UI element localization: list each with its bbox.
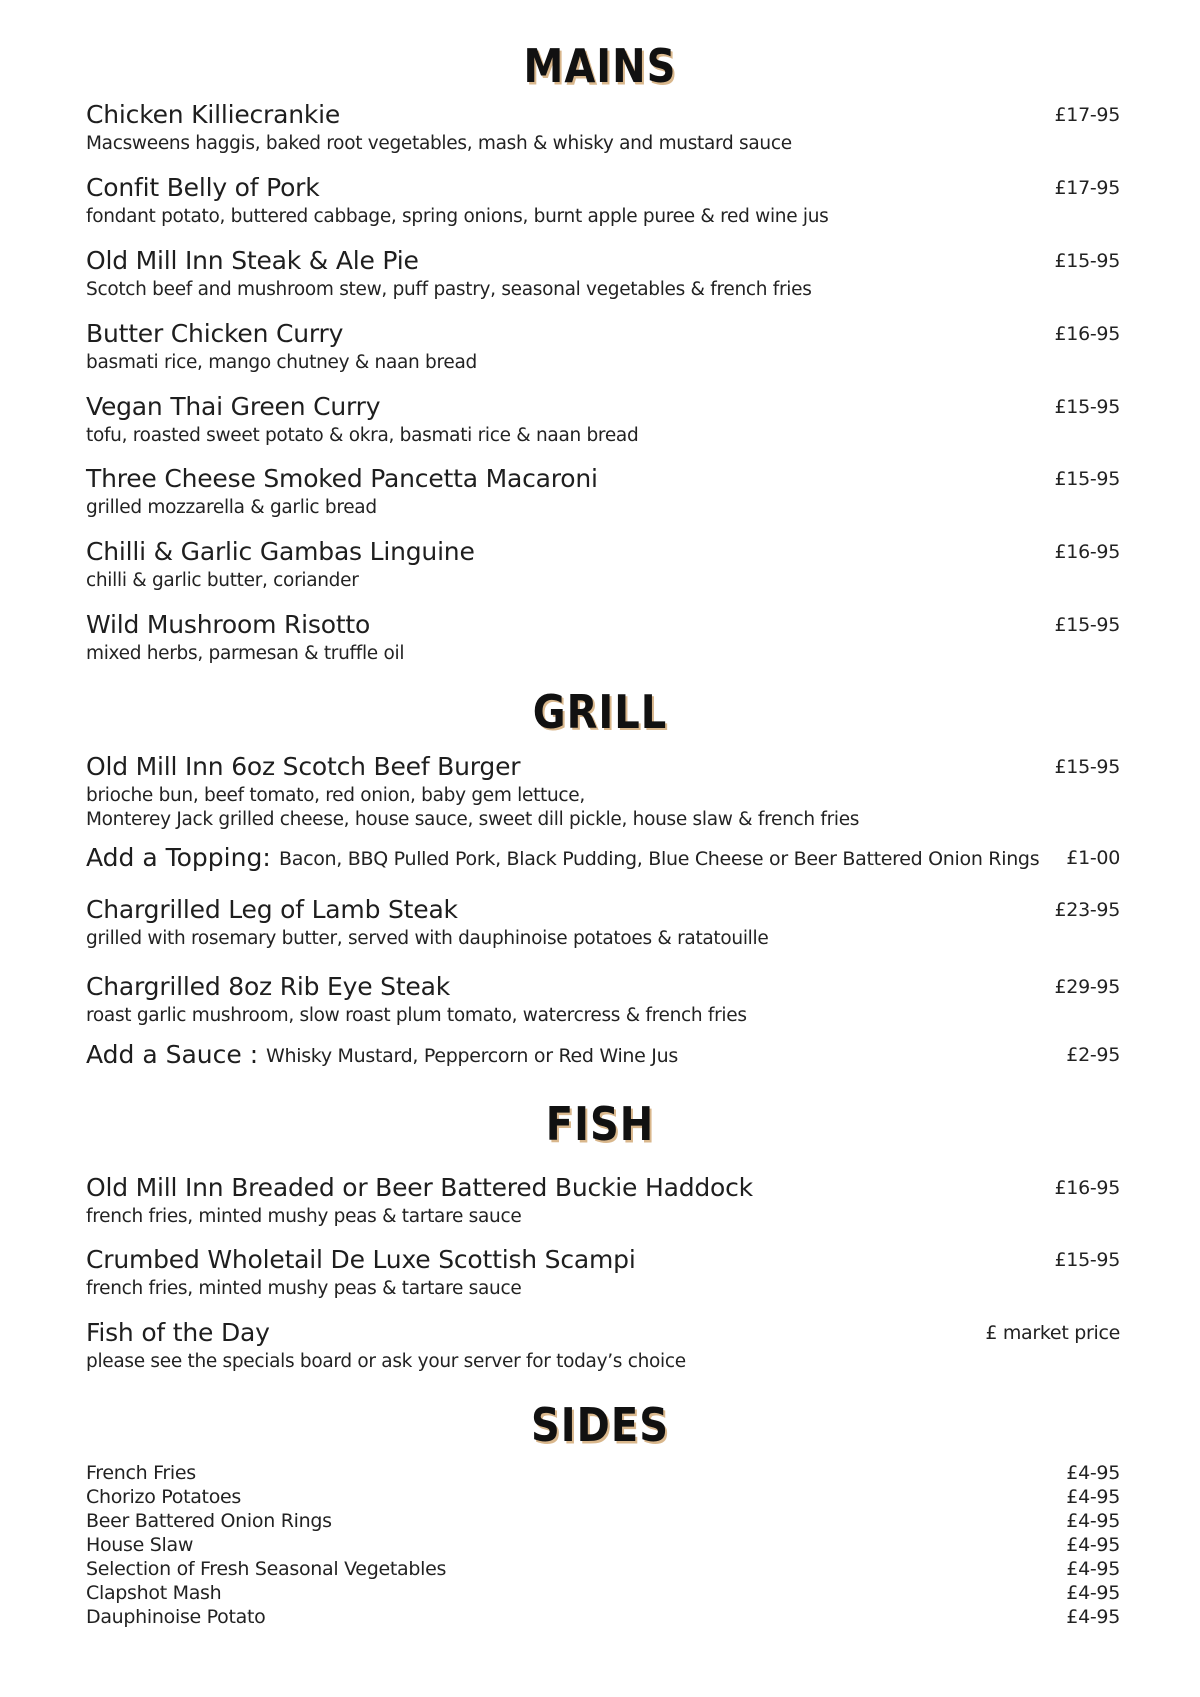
- item-description: Macsweens haggis, baked root vegetables, mash & whisky and mustard sauce: [86, 133, 792, 154]
- menu-item: [86, 972, 1120, 1028]
- menu-item: [86, 752, 1120, 832]
- side-name: Clapshot Mash: [86, 1582, 222, 1604]
- item-name: Confit Belly of Pork: [86, 173, 320, 202]
- side-name: Selection of Fresh Seasonal Vegetables: [86, 1558, 447, 1580]
- item-name: Old Mill Inn 6oz Scotch Beef Burger: [86, 752, 521, 781]
- side-price: £4-95: [1066, 1606, 1120, 1628]
- side-price: £4-95: [1066, 1462, 1120, 1484]
- add-sauce-label: Add a Sauce :: [86, 1040, 259, 1069]
- item-name: Fish of the Day: [86, 1318, 270, 1347]
- item-name: Butter Chicken Curry: [86, 319, 344, 348]
- menu-item: [86, 537, 1120, 593]
- item-description: Scotch beef and mushroom stew, puff pastry, seasonal vegetables & french fries: [86, 279, 812, 300]
- item-description: mixed herbs, parmesan & truffle oil: [86, 643, 405, 664]
- item-description: french fries, minted mushy peas & tartare sauce: [86, 1206, 522, 1227]
- menu-item: [86, 464, 1120, 520]
- side-item: [86, 1486, 1120, 1510]
- add-topping-row: [86, 843, 1120, 877]
- menu-item: [86, 319, 1120, 375]
- item-price: £17-95: [1054, 104, 1120, 126]
- menu-item: [86, 610, 1120, 666]
- item-description: fondant potato, buttered cabbage, spring onions, burnt apple puree & red wine jus: [86, 206, 829, 227]
- item-description-line-2: Monterey Jack grilled cheese, house sauce, sweet dill pickle, house slaw & french fries: [86, 809, 860, 830]
- item-name: Chilli & Garlic Gambas Linguine: [86, 537, 475, 566]
- item-name: Old Mill Inn Breaded or Beer Battered Buckie Haddock: [86, 1173, 753, 1202]
- side-price: £4-95: [1066, 1534, 1120, 1556]
- side-item: [86, 1606, 1120, 1630]
- section-heading-fish: FISH: [545, 1098, 655, 1152]
- side-price: £4-95: [1066, 1558, 1120, 1580]
- side-item: [86, 1558, 1120, 1582]
- item-name: Old Mill Inn Steak & Ale Pie: [86, 246, 419, 275]
- item-description: basmati rice, mango chutney & naan bread: [86, 352, 477, 373]
- section-heading-sides: SIDES: [530, 1399, 670, 1453]
- menu-item: [86, 1173, 1120, 1229]
- item-description: chilli & garlic butter, coriander: [86, 570, 359, 591]
- item-description: grilled mozzarella & garlic bread: [86, 497, 377, 518]
- side-name: House Slaw: [86, 1534, 194, 1556]
- item-price: £23-95: [1054, 899, 1120, 921]
- item-description: please see the specials board or ask your server for today’s choice: [86, 1351, 686, 1372]
- topping-options: Bacon, BBQ Pulled Pork, Black Pudding, Blue Cheese or Beer Battered Onion Rings: [279, 848, 1040, 870]
- item-name: Chargrilled 8oz Rib Eye Steak: [86, 972, 451, 1001]
- item-price: £15-95: [1054, 396, 1120, 418]
- menu-item: [86, 1245, 1120, 1301]
- item-name: Three Cheese Smoked Pancetta Macaroni: [86, 464, 598, 493]
- side-item: [86, 1462, 1120, 1486]
- item-price: £15-95: [1054, 756, 1120, 778]
- item-price: £16-95: [1054, 1177, 1120, 1199]
- sauce-price: £2-95: [1066, 1044, 1120, 1066]
- side-item: [86, 1534, 1120, 1558]
- item-description: roast garlic mushroom, slow roast plum tomato, watercress & french fries: [86, 1005, 747, 1026]
- item-name: Vegan Thai Green Curry: [86, 392, 381, 421]
- section-heading-mains: MAINS: [523, 40, 677, 94]
- side-name: Chorizo Potatoes: [86, 1486, 242, 1508]
- side-name: French Fries: [86, 1462, 196, 1484]
- menu-item: [86, 100, 1120, 156]
- item-name: Chicken Killiecrankie: [86, 100, 341, 129]
- item-price: £15-95: [1054, 614, 1120, 636]
- menu-item: [86, 1318, 1120, 1374]
- side-name: Beer Battered Onion Rings: [86, 1510, 332, 1532]
- item-name: Chargrilled Leg of Lamb Steak: [86, 895, 458, 924]
- item-name: Wild Mushroom Risotto: [86, 610, 371, 639]
- side-item: [86, 1510, 1120, 1534]
- side-price: £4-95: [1066, 1486, 1120, 1508]
- add-topping-label: Add a Topping:: [86, 843, 271, 872]
- item-price: £15-95: [1054, 468, 1120, 490]
- topping-price: £1-00: [1066, 847, 1120, 869]
- side-item: [86, 1582, 1120, 1606]
- menu-item: [86, 392, 1120, 448]
- item-description: grilled with rosemary butter, served with dauphinoise potatoes & ratatouille: [86, 928, 769, 949]
- menu-item: [86, 895, 1120, 951]
- side-price: £4-95: [1066, 1510, 1120, 1532]
- side-name: Dauphinoise Potato: [86, 1606, 266, 1628]
- sauce-options: Whisky Mustard, Peppercorn or Red Wine Jus: [266, 1045, 678, 1067]
- item-price: £16-95: [1054, 541, 1120, 563]
- add-sauce-row: [86, 1040, 1120, 1074]
- item-name: Crumbed Wholetail De Luxe Scottish Scampi: [86, 1245, 636, 1274]
- item-price: £16-95: [1054, 323, 1120, 345]
- item-price: £29-95: [1054, 976, 1120, 998]
- item-description: french fries, minted mushy peas & tartare sauce: [86, 1278, 522, 1299]
- item-price: £15-95: [1054, 250, 1120, 272]
- item-price: £17-95: [1054, 177, 1120, 199]
- menu-item: [86, 246, 1120, 302]
- item-price: £ market price: [985, 1322, 1120, 1344]
- side-price: £4-95: [1066, 1582, 1120, 1604]
- menu-item: [86, 173, 1120, 229]
- item-price: £15-95: [1054, 1249, 1120, 1271]
- section-heading-grill: GRILL: [532, 686, 668, 740]
- item-description: brioche bun, beef tomato, red onion, baby gem lettuce,: [86, 785, 585, 806]
- item-description: tofu, roasted sweet potato & okra, basmati rice & naan bread: [86, 425, 639, 446]
